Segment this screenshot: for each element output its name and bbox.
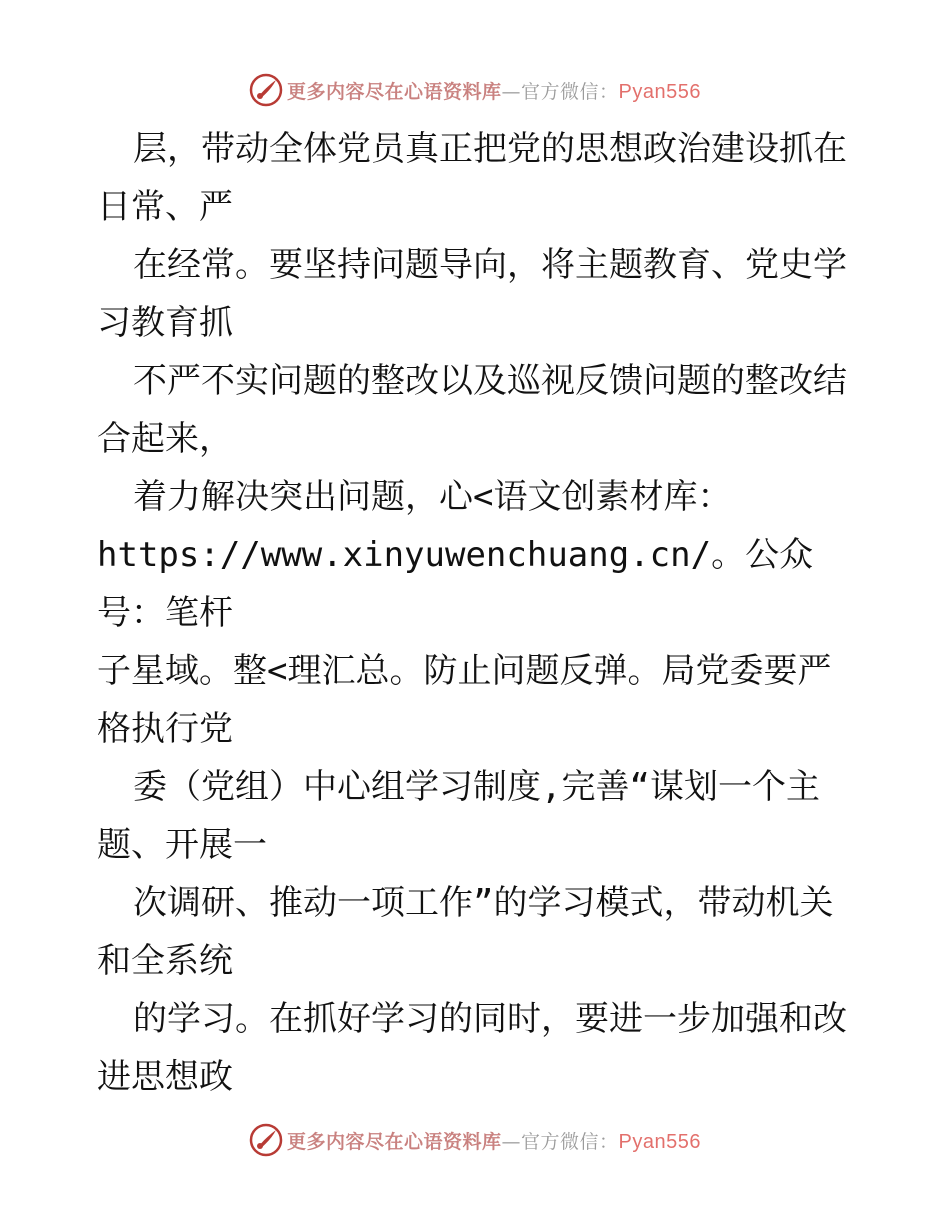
footer-watermark [0,1120,950,1160]
paragraph: 层，带动全体党员真正把党的思想政治建设抓在 日常、严 [97,129,847,227]
paragraph: 不严不实问题的整改以及巡视反馈问题的整改结 合起来， [97,361,847,459]
document-body [97,120,857,1106]
watermark-text: 更多内容尽在心语资料库—官方微信：Pyan556 [287,1130,701,1153]
paragraph: 的学习。在抓好学习的同时，要进一步加强和改 进思想政 [97,999,847,1097]
header-watermark [0,70,950,110]
paragraph: 着力解决突出问题，心<语文创素材库： [133,477,732,517]
watermark-text: 更多内容尽在心语资料库—官方微信：Pyan556 [287,80,701,103]
paragraph: 在经常。要坚持问题导向，将主题教育、党史学 习教育抓 [97,245,847,343]
quill-seal-icon [249,1123,283,1157]
paragraph: 委（党组）中心组学习制度,完善“谋划一个主 题、开展一 [97,767,820,865]
url-paragraph: https://www.xinyuwenchuang.cn/。公众号：笔杆 子星域。整<理汇总。防止问题反弹。局党委要严 格执行党 [97,535,832,749]
paragraph: 次调研、推动一项工作”的学习模式，带动机关 和全系统 [97,883,834,981]
quill-seal-icon [249,73,283,107]
